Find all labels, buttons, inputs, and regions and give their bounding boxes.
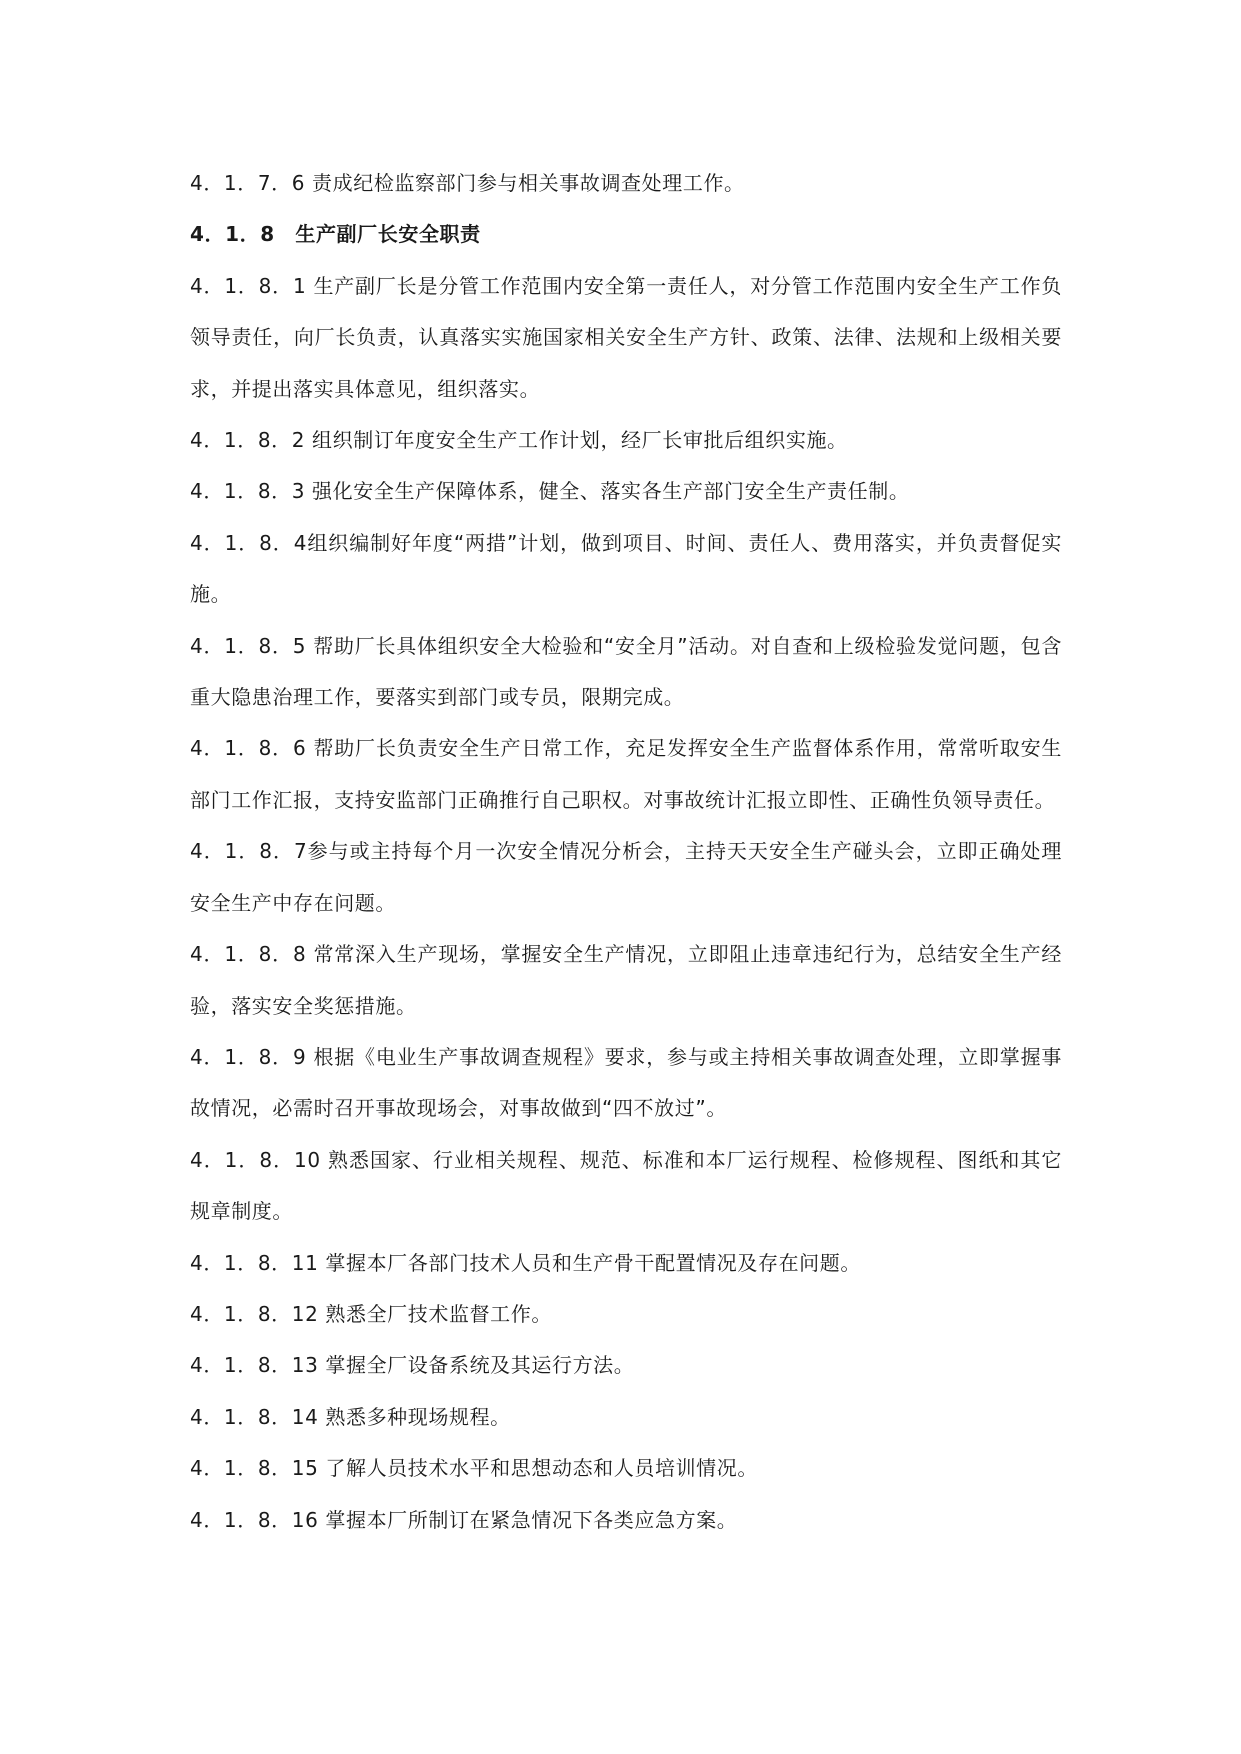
paragraph-4-1-8-14: 4．1．8．14 熟悉多种现场规程。: [190, 1404, 511, 1429]
paragraph-4-1-7-6: 4．1．7．6 责成纪检监察部门参与相关事故调查处理工作。: [190, 171, 745, 195]
paragraph-4-1-8-13: 4．1．8．13 掌握全厂设备系统及其运行方法。: [190, 1353, 635, 1378]
paragraph-4-1-8-11: 4．1．8．11 掌握本厂各部门技术人员和生产骨干配置情况及存在问题。: [190, 1250, 861, 1275]
paragraph-4-1-8-8: 4．1．8．8 常常深入生产现场，掌握安全生产情况，立即阻止违章违纪行为，总结安全生产经验，落实安全奖惩措施。: [190, 942, 1062, 1018]
paragraph-4-1-8-5: 4．1．8．5 帮助厂长具体组织安全大检验和“安全月”活动。对自查和上级检验发觉问题，包含重大隐患治理工作，要落实到部门或专员，限期完成。: [190, 633, 1062, 710]
paragraph-4-1-8-6: 4．1．8．6 帮助厂长负责安全生产日常工作，充足发挥安全生产监督体系作用，常常听取安生部门工作汇报，支持安监部门正确推行自己职权。对事故统计汇报立即性、正确性负领导责任。: [190, 736, 1062, 812]
paragraph-4-1-8-7: 4．1．8．7参与或主持每个月一次安全情况分析会，主持天天安全生产碰头会，立即正确处理安全生产中存在问题。: [190, 839, 1062, 915]
paragraph-4-1-8-3: 4．1．8．3 强化安全生产保障体系，健全、落实各生产部门安全生产责任制。: [190, 479, 910, 504]
paragraph-4-1-8-2: 4．1．8．2 组织制订年度安全生产工作计划，经厂长审批后组织实施。: [190, 428, 848, 453]
paragraph-4-1-8-4: 4．1．8．4组织编制好年度“两措”计划，做到项目、时间、责任人、费用落实，并负责督促实施。: [190, 530, 1062, 607]
paragraph-4-1-8-12: 4．1．8．12 熟悉全厂技术监督工作。: [190, 1301, 552, 1326]
document-body: [190, 158, 1062, 1546]
section-heading-4-1-8: 4．1．8 生产副厂长安全职责: [190, 222, 481, 247]
paragraph-4-1-8-9: 4．1．8．9 根据《电业生产事故调查规程》要求，参与或主持相关事故调查处理，立即掌握事故情况，必需时召开事故现场会，对事故做到“四不放过”。: [190, 1044, 1062, 1121]
paragraph-4-1-8-1: 4．1．8．1 生产副厂长是分管工作范围内安全第一责任人，对分管工作范围内安全生产工作负领导责任，向厂长负责，认真落实实施国家相关安全生产方针、政策、法律、法规和上级相关要求，并提出落实具体意见，组织落实。: [190, 273, 1062, 401]
paragraph-4-1-8-16: 4．1．8．16 掌握本厂所制订在紧急情况下各类应急方案。: [190, 1507, 738, 1532]
paragraph-4-1-8-10: 4．1．8．10 熟悉国家、行业相关规程、规范、标准和本厂运行规程、检修规程、图纸和其它规章制度。: [190, 1147, 1062, 1224]
paragraph-4-1-8-15: 4．1．8．15 了解人员技术水平和思想动态和人员培训情况。: [190, 1456, 758, 1481]
